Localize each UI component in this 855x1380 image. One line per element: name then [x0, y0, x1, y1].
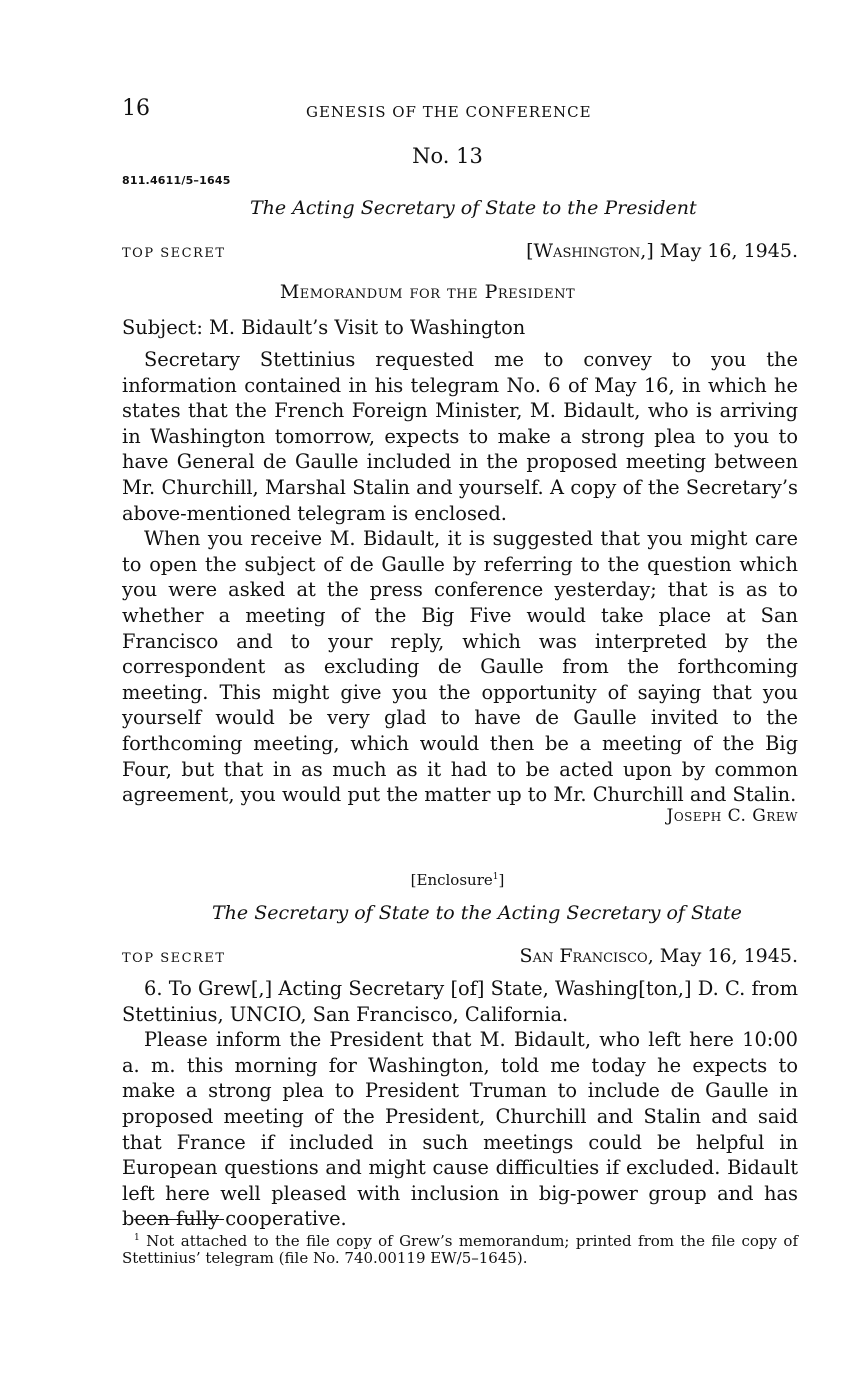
footnote: [122, 1230, 798, 1267]
enclosure-place: San Francisco,: [519, 945, 654, 967]
footnote-divider: [134, 1219, 224, 1220]
classification-label: TOP SECRET: [122, 246, 226, 261]
memo-heading: Memorandum for the President: [279, 281, 576, 303]
enclosure-title: The Secretary of State to the Acting Secretary of State: [212, 902, 742, 924]
memo-paragraph: Secretary Stettinius requested me to convey to you the information contained in his telegram No. 6 of May 16, in which he states that the French Foreign Minister, M. Bidault, who is arriving in Washington tomorrow, expects to make a strong plea to you to have General de Gaulle included in the proposed meeting between Mr. Churchill, Marshal Stalin and yourself. A copy of the Secretary’s above-mentioned telegram is enclosed.: [122, 348, 798, 525]
subject-line: Subject: M. Bidault’s Visit to Washington: [122, 316, 526, 339]
enclosure-classification-label: TOP SECRET: [122, 951, 226, 966]
footnote-text: Not attached to the file copy of Grew’s memorandum; printed from the file copy of Stettinius’ telegram (file No. 740.00119 EW/5–1645).: [122, 1232, 798, 1267]
telegram-paragraph: 6. To Grew[,] Acting Secretary [of] State, Washing[ton,] D. C. from Stettinius, UNCIO, San Francisco, California.: [122, 977, 798, 1026]
document-number: No. 13: [412, 144, 483, 168]
footnote-mark: 1: [134, 1233, 140, 1243]
telegram-body: [122, 976, 798, 1232]
memo-paragraph: When you receive M. Bidault, it is suggested that you might care to open the subject of de Gaulle by referring to the question which you were asked at the press conference yesterday; that is as to whether a meeting of the Big Five would take place at San Francisco and to your reply, which was interpreted by the correspondent as excluding de Gaulle from the forthcoming meeting. This might give you the opportunity of saying that you yourself would be very glad to have de Gaulle invited to the forthcoming meeting, which would then be a meeting of the Big Four, but that in as much as it had to be acted upon by common agreement, you would put the matter up to Mr. Churchill and Stalin.: [122, 527, 798, 807]
enclosure-date: May 16, 1945.: [659, 945, 798, 967]
document-title: The Acting Secretary of State to the President: [250, 197, 697, 219]
place: [Washington,]: [526, 240, 654, 262]
date: May 16, 1945.: [659, 240, 798, 262]
enclosure-label-text: [Enclosure: [410, 871, 493, 889]
signature: Joseph C. Grew: [666, 806, 798, 826]
enclosure-place-date-line: [520, 945, 798, 967]
running-head: GENESIS OF THE CONFERENCE: [306, 103, 592, 121]
memo-body: [122, 347, 798, 808]
footnote-reference: 1: [492, 872, 499, 882]
enclosure-label-close: ]: [498, 871, 505, 889]
place-date-line: [526, 240, 798, 262]
footnote-paragraph: [122, 1230, 798, 1267]
enclosure-label: [0, 871, 855, 889]
telegram-paragraph: Please inform the President that M. Bidault, who left here 10:00 a. m. this morning for Washington, told me today he expects to make a strong plea to President Truman to include de Gaulle in proposed meeting of the President, Churchill and Stalin and said that France if included in such meetings could be helpful in European questions and might cause difficulties if excluded. Bidault left here well pleased with inclusion in big-power group and has been fully cooperative.: [122, 1028, 798, 1231]
file-number: 811.4611/5–1645: [122, 174, 231, 187]
page-number: 16: [122, 96, 150, 121]
